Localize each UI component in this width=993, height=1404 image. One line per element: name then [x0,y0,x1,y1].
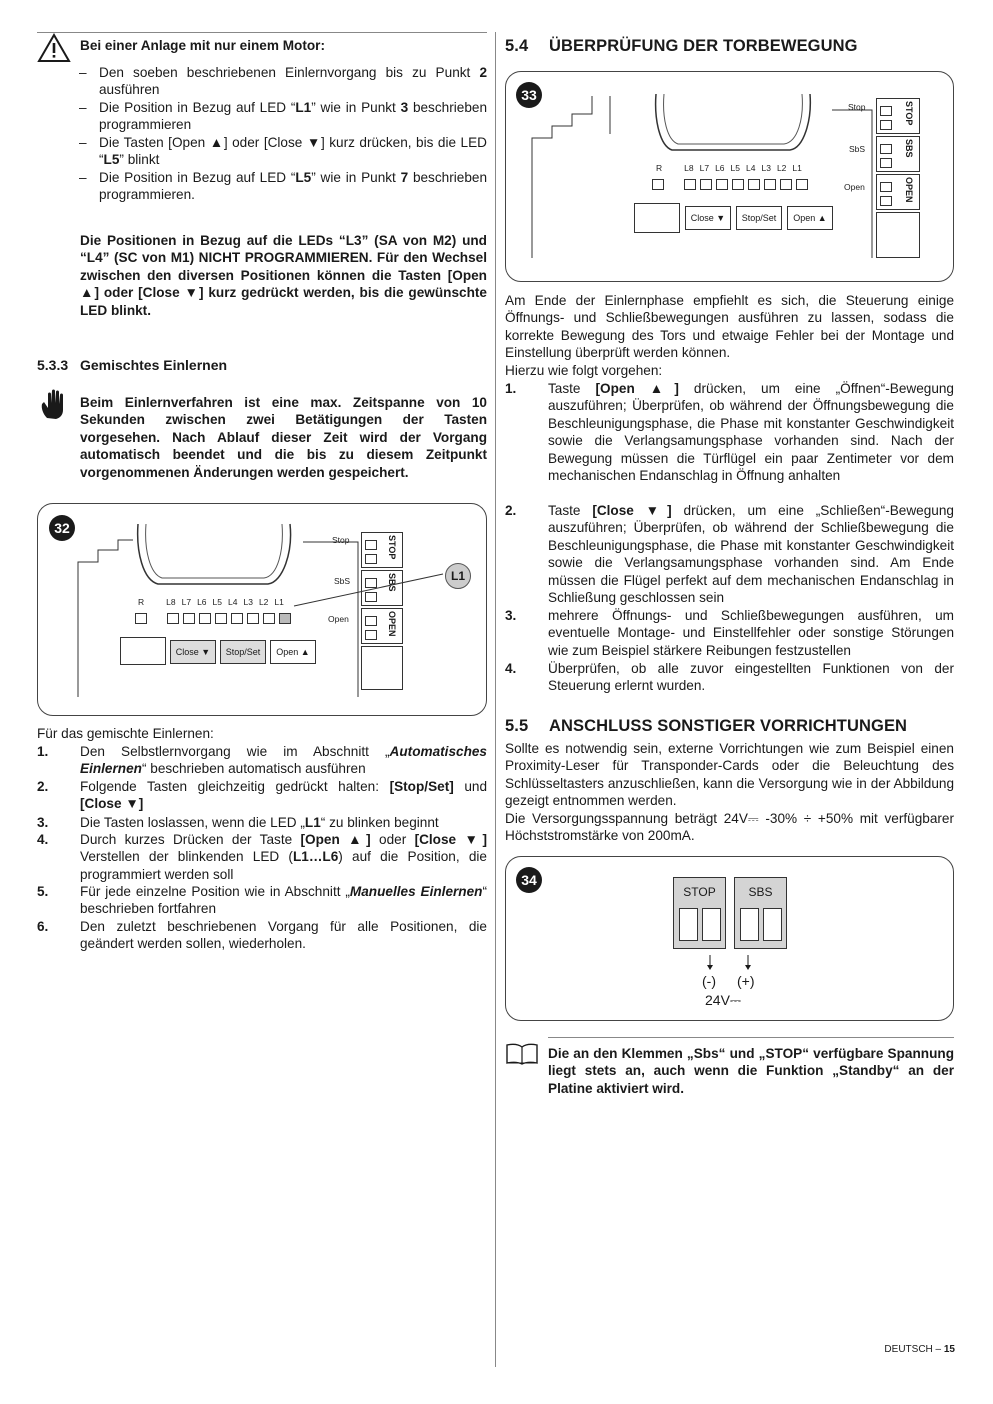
led-label-l6: L6 [715,163,725,173]
warning-item-4: – Die Position in Bezug auf LED “L5” wie in Punkt 7 beschrieben programmieren. [79,169,487,204]
stop-label: STOP [683,885,716,899]
figure-34 [505,856,954,1021]
column-divider [495,32,496,1367]
top-rule [37,32,487,33]
side-label-open: Open [844,182,865,192]
callout-line [288,568,448,618]
led-label-r: R [138,597,145,607]
book-icon [505,1042,539,1066]
warning-icon [37,33,71,63]
led-label-l1: L1 [792,163,802,173]
mixed-step-5: 5. Für jede einzelne Position wie in Abschnitt „Manuelles Einlernen“ beschrieben fortfahren [37,884,487,917]
stop-slot-1 [679,908,698,941]
terminal-block-bottom [876,212,920,258]
check-step-4: 4. Überprüfen, ob alle zuvor eingestellten Funktionen von der Steuerung erlernt wurden. [505,661,954,694]
mixed-step-1: 1. Den Selbstlernvorgang wie im Abschnitt „Automatisches Einlernen“ beschrieben automatisch ausführen [37,744,487,777]
led-l8 [167,613,179,624]
led-label-l4: L4 [746,163,756,173]
led-label-row [138,597,284,607]
section-5-5-paragraph-1: Sollte es notwendig sein, externe Vorrichtungen wie zum Beispiel einen Proximity-Leser für Transponder-Cards oder die Beleuchtung des Schlüsseltasters anzuschließen, kann die Versorgung wie in der Abbildung gezeigt entnommen werden. [505,741,954,809]
close-button[interactable]: Close ▼ [170,640,216,664]
voltage-label: 24V⎓ [705,992,742,1008]
stop-terminal [673,877,726,949]
bold-note: Die Positionen in Bezug auf die LEDs “L3” (SA von M2) und “L4” (SC von M1) NICHT PROGRAMMIEREN. Für den Wechsel zwischen den diversen Positionen können die Tasten [Open ▲] oder [Close ▼] kurz gedrückt werden, bis die gewünschte LED blinkt. [80,233,487,318]
side-label-stop: Stop [848,102,866,112]
close-button[interactable]: Close ▼ [685,206,731,230]
led-label-r: R [656,163,663,173]
open-button[interactable]: Open ▲ [270,640,316,664]
book-note: Die an den Klemmen „Sbs“ und „STOP“ verfügbare Spannung liegt stets an, auch wenn die Funktion „Standby“ an der Platine aktiviert wird. [548,1046,954,1096]
section-5-4-intro: Am Ende der Einlernphase empfiehlt es sich, die Steuerung einige Öffnungs- und Schließbewegungen ausführen zu lassen, sodass die korrekte Bewegung des Tors und etwaige Fehler bei der Montage und Einstellung überprüft werden können. [505,293,954,361]
mixed-intro: Für das gemischte Einlernen: [37,726,214,741]
led-r [135,613,147,624]
led-label-l3: L3 [761,163,771,173]
side-label-stop: Stop [332,535,350,545]
led-label-l7: L7 [181,597,192,607]
mixed-step-6: 6. Den zuletzt beschriebenen Vorgang für alle Positionen, die geändert werden sollen, wiederholen. [37,919,487,952]
led-label-l4: L4 [228,597,238,607]
side-label-sbs: SbS [849,144,866,154]
callout-l1-badge: L1 [445,563,471,589]
led-l3 [764,179,776,190]
section-5-4-title: ÜBERPRÜFUNG DER TORBEWEGUNG [549,37,858,55]
section-5-5-paragraph-2: Die Versorgungsspannung beträgt 24V⎓ -30% ÷ +50% mit verfügbarer Höchststromstärke von 200mA. [505,811,954,844]
terminal-open: OPEN [361,608,403,644]
led-l4 [748,179,760,190]
led-row [135,611,295,628]
led-l3 [247,613,259,624]
led-l1 [796,179,808,190]
sbs-slot-1 [740,908,759,941]
led-l4 [231,613,243,624]
hand-icon [38,388,72,422]
subsection-title: Gemischtes Einlernen [80,357,228,373]
mixed-step-3: 3. Die Tasten loslassen, wenn die LED „L1“ zu blinken beginnt [37,815,439,830]
subsection-number: 5.3.3 [37,357,69,373]
led-l5 [215,613,227,624]
plus-label: (+) [737,973,755,989]
led-label-l5: L5 [730,163,741,173]
led-label-l5: L5 [212,597,223,607]
page-number: 15 [943,1344,955,1355]
footer-language: DEUTSCH – [884,1344,944,1355]
sbs-label: SBS [748,885,773,899]
led-l5 [732,179,744,190]
led-l7 [183,613,195,624]
terminal-stop: STOP [876,98,920,134]
led-row [652,177,812,194]
minus-label: (-) [702,973,716,989]
led-l2 [780,179,792,190]
led-l6 [199,613,211,624]
led-label-row [656,163,802,173]
led-label-l8: L8 [684,163,694,173]
sbs-terminal [734,877,787,949]
terminal-sbs: SBS [361,570,403,606]
stop-set-button[interactable]: Stop/Set [220,640,266,664]
section-5-5-title: ANSCHLUSS SONSTIGER VORRICHTUNGEN [549,717,908,735]
warning-item-1: – Den soeben beschriebenen Einlernvorgang bis zu Punkt 2 ausführen [79,64,487,99]
check-step-1: 1. Taste [Open ▲] drücken, um eine „Öffnen“-Bewegung auszuführen; Überprüfen, ob während der Öffnungsbewegung die Beschleunigungsphase, die Phase mit konstanter Geschwindigkeit sowie die Verlangsamungsphase vorhanden sind. Nach der Bewegung müssen die Türflügel ein paar Zentimeter vor dem mechanischen Endanschlag in Öffnung anhalten [505,381,954,484]
stop-set-button[interactable]: Stop/Set [736,206,782,230]
terminal-open: OPEN [876,174,920,210]
figure-33 [505,71,954,282]
led-l8 [684,179,696,190]
blank-button[interactable] [120,637,166,665]
page-footer [884,1341,955,1358]
led-l2 [263,613,275,624]
side-label-open: Open [328,614,349,624]
led-label-l2: L2 [776,163,787,173]
led-label-l8: L8 [166,597,176,607]
check-step-2: 2. Taste [Close ▼] drücken, um eine „Schließen“-Bewegung auszuführen; Überprüfen, ob während der Schließbewegung die Beschleunigungsphase, die Phase mit konstanter Geschwindigkeit sowie die Verlangsamungsphase vorhanden sind. Am Ende müssen die Flügel perfekt auf dem mechanischen Endanschlag in Schließung geschlossen sein [505,503,954,606]
figure-number: 34 [516,867,542,893]
side-label-sbs: SbS [334,576,351,586]
mixed-step-4: 4. Durch kurzes Drücken der Taste [Open ▲] oder [Close ▼] Verstellen der blinkenden LED (L1…L6) auf die Position, die programmiert werden soll [37,832,487,882]
open-button[interactable]: Open ▲ [787,206,833,230]
led-label-l2: L2 [258,597,269,607]
mixed-step-2: 2. Folgende Tasten gleichzeitig gedrückt halten: [Stop/Set] und [Close ▼] [37,779,488,812]
led-label-l6: L6 [197,597,207,607]
figure-number: 32 [49,515,75,541]
book-note-rule [548,1037,954,1038]
check-step-3: 3. mehrere Öffnungs- und Schließbewegungen ausführen, um eventuelle Montage- und Einstellfehler oder sonstige Störungen wie zum Beispiel stärkere Reibungen festzustellen [505,608,954,658]
warning-item-2: – Die Position in Bezug auf LED “L1” wie in Punkt 3 beschrieben programmieren [79,99,487,134]
terminal-stop: STOP [361,532,403,568]
led-l6 [716,179,728,190]
section-5-4-number: 5.4 [505,37,529,55]
hand-note: Beim Einlernverfahren ist eine max. Zeitspanne von 10 Sekunden zwischen zwei Betätigungen der Tasten vorgesehen. Nach Ablauf dieser Zeit wird der Vorgang automatisch beendet und die bis zu diesem Zeitpunkt vorgenommenen Änderungen werden gespeichert. [80,395,487,480]
warning-heading: Bei einer Anlage mit nur einem Motor: [80,38,325,53]
led-label-l1: L1 [274,597,284,607]
stop-slot-2 [702,908,721,941]
sbs-slot-2 [763,908,782,941]
section-5-4-intro2: Hierzu wie folgt vorgehen: [505,363,663,378]
led-r [652,179,664,190]
warning-item-3: – Die Tasten [Open ▲] oder [Close ▼] kurz drücken, bis die LED “L5” blinkt [79,134,487,169]
terminal-sbs: SBS [876,136,920,172]
terminal-block-bottom [361,646,403,690]
arrow-icons [696,953,766,973]
led-label-l7: L7 [699,163,710,173]
blank-button[interactable] [634,203,680,233]
led-label-l3: L3 [243,597,253,607]
figure-number: 33 [516,82,542,108]
section-5-5-number: 5.5 [505,717,529,735]
led-l7 [700,179,712,190]
figure-32 [37,503,487,716]
